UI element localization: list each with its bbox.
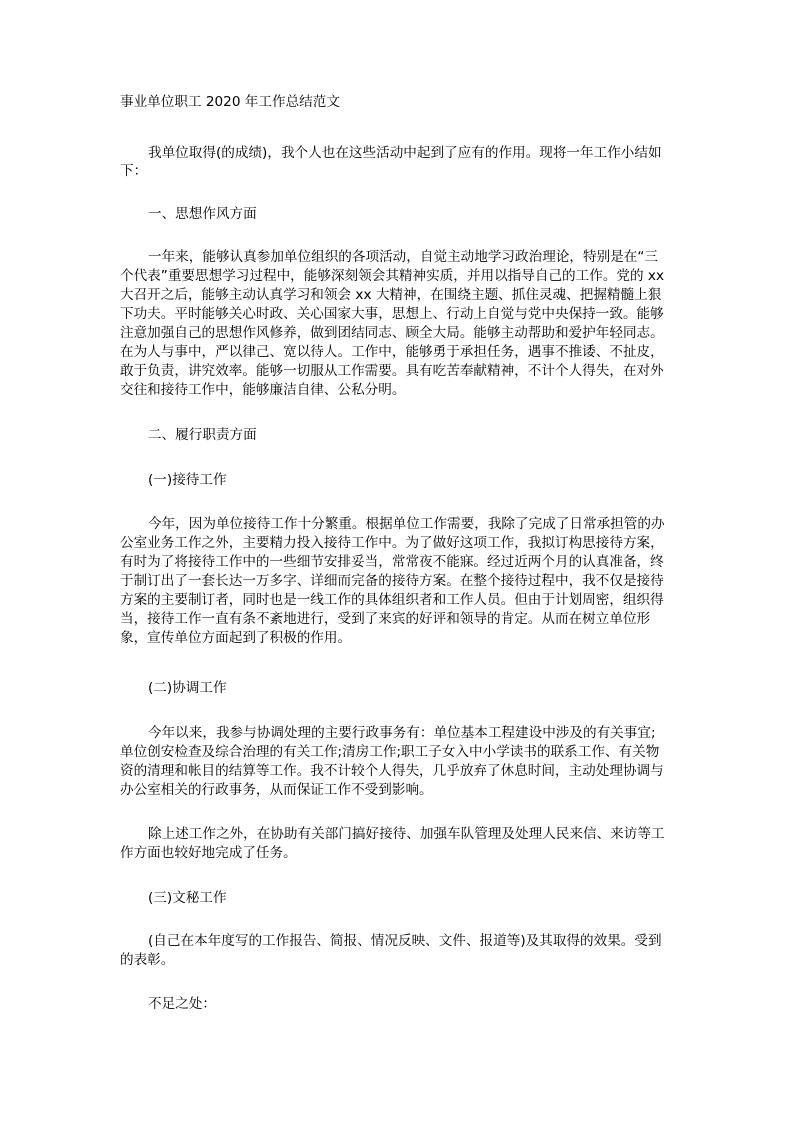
paragraph-line: 大召开之后，能够主动认真学习和领会 xx 大精神，在围绕主题、抓住灵魂、把握精髓上狠 [120, 287, 662, 303]
paragraph-line: 注意加强自己的思想作风修养，做到团结同志、顾全大局。能够主动帮助和爱护年轻同志。 [120, 325, 664, 341]
paragraph-line: 当，接待工作一直有条不紊地进行，受到了来宾的好评和领导的肯定。从而在树立单位形 [120, 611, 651, 627]
paragraph-line: 敢于负责，讲究效率。能够一切服从工作需要。具有吃苦奉献精神，不计个人得失，在对外 [120, 363, 664, 379]
subsection-heading: (二)协调工作 [148, 680, 227, 696]
shortcomings-heading: 不足之处： [148, 996, 216, 1012]
paragraph-line: 个代表”重要思想学习过程中，能够深刻领会其精神实质，并用以指导自己的工作。党的 xx [120, 268, 665, 284]
intro-line: 下： [120, 163, 148, 179]
intro-line: 我单位取得(的成绩)，我个人也在这些活动中起到了应有的作用。现将一年工作小结如 [148, 145, 662, 161]
paragraph-line: 的表彰。 [120, 952, 175, 968]
paragraph-line: 单位创安检查及综合治理的有关工作;清房工作;职工子女入中小学读书的联系工作、有关物 [120, 744, 660, 760]
paragraph-line: 方案的主要制订者，同时也是一线工作的具体组织者和工作人员。但由于计划周密，组织得 [120, 592, 664, 608]
paragraph-line: (自己在本年度写的工作报告、简报、情况反映、文件、报道等)及其取得的效果。受到 [148, 933, 662, 949]
document-title: 事业单位职工 2020 年工作总结范文 [120, 94, 340, 110]
paragraph-line: 在为人与事中，严以律己、宽以待人。工作中，能够勇于承担任务，遇事不推诿、不扯皮， [120, 344, 664, 360]
section-heading: 一、思想作风方面 [148, 206, 257, 222]
paragraph-line: 作方面也较好地完成了任务。 [120, 845, 297, 861]
paragraph-line: 交往和接待工作中，能够廉洁自律、公私分明。 [120, 382, 406, 398]
paragraph-line: 象，宣传单位方面起到了积极的作用。 [120, 630, 352, 646]
paragraph-line: 今年，因为单位接待工作十分繁重。根据单位工作需要，我除了完成了日常承担管的办 [148, 516, 665, 532]
paragraph-line: 资的清理和帐目的结算等工作。我不计较个人得失，几乎放弃了休息时间，主动处理协调与 [120, 763, 664, 779]
subsection-heading: (三)文秘工作 [148, 890, 227, 906]
paragraph-line: 有时为了将接待工作中的一些细节安排妥当，常常夜不能寐。经过近两个月的认真准备，终 [120, 554, 664, 570]
paragraph-line: 一年来，能够认真参加单位组织的各项活动，自觉主动地学习政治理论，特别是在“三 [148, 249, 659, 265]
paragraph-line: 于制订出了一套长达一万多字、详细而完备的接待方案。在整个接待过程中，我不仅是接待 [120, 573, 664, 589]
paragraph-line: 办公室相关的行政事务，从而保证工作不受到影响。 [120, 782, 433, 798]
subsection-heading: (一)接待工作 [148, 472, 227, 488]
paragraph-line: 今年以来，我参与协调处理的主要行政事务有：单位基本工程建设中涉及的有关事宜; [148, 725, 656, 741]
section-heading: 二、履行职责方面 [148, 427, 257, 443]
paragraph-line: 除上述工作之外，在协助有关部门搞好接待、加强车队管理及处理人民来信、来访等工 [148, 826, 665, 842]
paragraph-line: 公室业务工作之外，主要精力投入接待工作中。为了做好这项工作，我拟订构思接待方案， [120, 535, 664, 551]
paragraph-line: 下功夫。平时能够关心时政、关心国家大事，思想上、行动上自觉与党中央保持一致。能够 [120, 306, 664, 322]
